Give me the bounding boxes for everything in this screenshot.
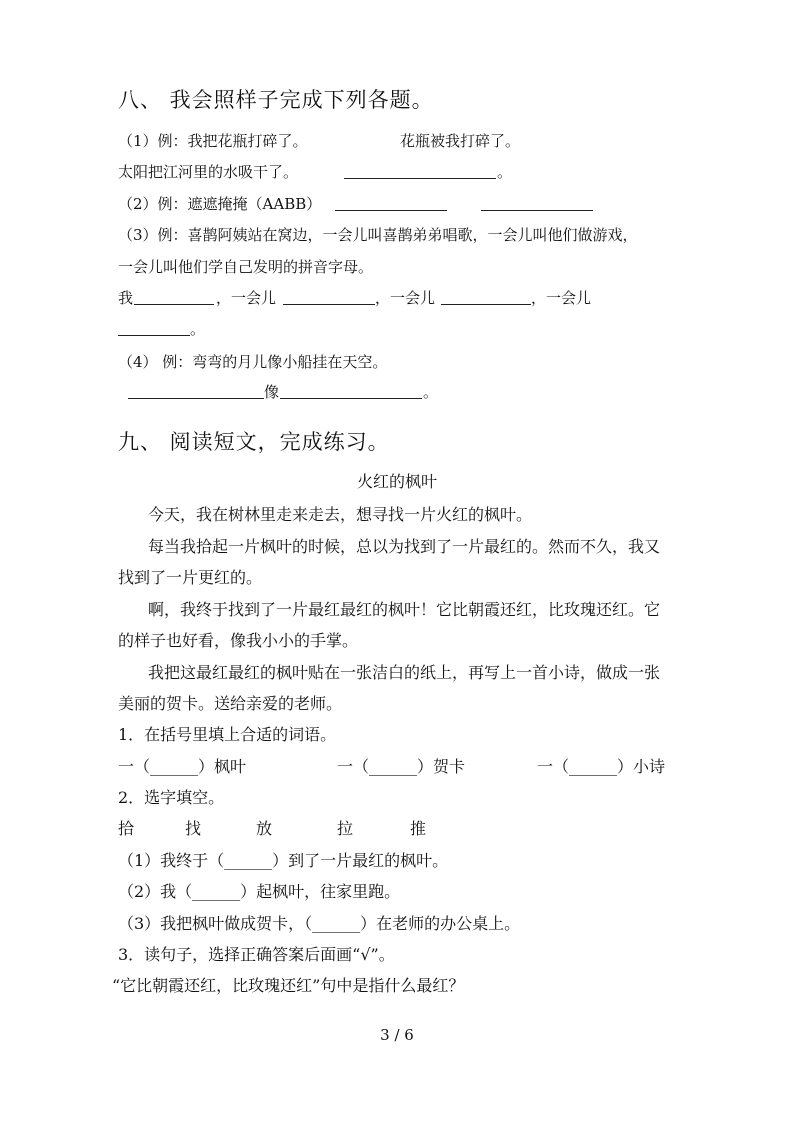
q3-word-4: ，一会儿 [531, 289, 592, 307]
q2-answer-blank-1[interactable] [335, 210, 447, 211]
q9-2-sentence-2[interactable]: （2）我（______）起枫叶，往家里跑。 [118, 882, 401, 901]
q3-word-1: 我 [118, 289, 134, 307]
passage-paragraph-1: 今天，我在树林里走来走去，想寻找一片火红的枫叶。 [148, 505, 533, 524]
q3-word-2: ，一会儿 [216, 289, 277, 307]
q9-2-option-5: 推 [410, 819, 427, 838]
passage-paragraph-2-line-2: 找到了一片更红的。 [118, 568, 263, 587]
q1-answer-blank[interactable] [344, 178, 496, 179]
q4-answer-blank-1[interactable] [128, 398, 264, 399]
passage-paragraph-4-line-2: 美丽的贺卡。送给亲爱的老师。 [118, 694, 343, 713]
q3-answer-blank-1[interactable] [134, 304, 214, 305]
q3-example-line-1: （3）例：喜鹊阿姨站在窝边，一会儿叫喜鹊弟弟唱歌，一会儿叫他们做游戏， [118, 226, 638, 244]
q1-example: （1）例：我把花瓶打碎了。 [118, 132, 308, 150]
q3-answer-blank-3[interactable] [441, 304, 531, 305]
q4-example: （4） 例：弯弯的月儿像小船挂在天空。 [118, 353, 388, 371]
passage-paragraph-4-line-1: 我把这最红最红的枫叶贴在一张洁白的纸上，再写上一首小诗，做成一张 [148, 663, 661, 682]
section-nine-title: 九、 阅读短文，完成练习。 [118, 430, 390, 454]
q9-1-title: 1．在括号里填上合适的词语。 [118, 725, 337, 744]
q9-2-option-2: 找 [185, 819, 202, 838]
q9-2-option-4: 拉 [337, 819, 354, 838]
q9-2-title: 2．选字填空。 [118, 788, 225, 807]
q4-answer-blank-2[interactable] [280, 398, 422, 399]
q9-1-item-2[interactable]: 一（______）贺卡 [337, 757, 466, 776]
passage-paragraph-2-line-1: 每当我拾起一片枫叶的时候，总以为找到了一片最红的。然而不久，我又 [148, 537, 661, 556]
q1-end-mark: 。 [497, 163, 513, 181]
q1-prompt: 太阳把江河里的水吸干了。 [118, 163, 299, 181]
q4-end-mark: 。 [423, 383, 439, 401]
q9-3-question: “它比朝霞还红，比玫瑰还红”句中是指什么最红？ [112, 976, 465, 995]
q2-answer-blank-2[interactable] [481, 210, 593, 211]
q9-2-sentence-1[interactable]: （1）我终于（______）到了一片最红的枫叶。 [118, 851, 449, 870]
page-number: 3 / 6 [380, 1026, 414, 1044]
q3-end-mark: 。 [190, 320, 206, 338]
q3-example-line-2: 一会儿叫他们学自己发明的拼音字母。 [118, 258, 374, 276]
q2-example: （2）例：遮遮掩掩（AABB） [118, 195, 322, 213]
passage-paragraph-3-line-2: 的样子也好看，像我小小的手掌。 [118, 631, 359, 650]
q9-2-option-3: 放 [256, 819, 273, 838]
q3-answer-blank-2[interactable] [283, 304, 375, 305]
passage-paragraph-3-line-1: 啊，我终于找到了一片最红最红的枫叶！它比朝霞还红，比玫瑰还红。它 [148, 600, 661, 619]
q1-example-answer: 花瓶被我打碎了。 [400, 132, 521, 150]
passage-title: 火红的枫叶 [356, 472, 437, 491]
q9-2-option-1: 拾 [118, 819, 135, 838]
q9-3-title: 3．读句子，选择正确答案后面画“√”。 [118, 945, 395, 964]
q9-2-sentence-3[interactable]: （3）我把枫叶做成贺卡，（______）在老师的办公桌上。 [118, 914, 521, 933]
q9-1-item-3[interactable]: 一（______）小诗 [537, 757, 666, 776]
q9-1-item-1[interactable]: 一（______）枫叶 [118, 757, 247, 776]
section-eight-title: 八、 我会照样子完成下列各题。 [118, 88, 434, 112]
q3-word-3: ，一会儿 [375, 289, 436, 307]
q4-middle-word: 像 [264, 383, 280, 401]
q3-answer-blank-4[interactable] [118, 335, 190, 336]
